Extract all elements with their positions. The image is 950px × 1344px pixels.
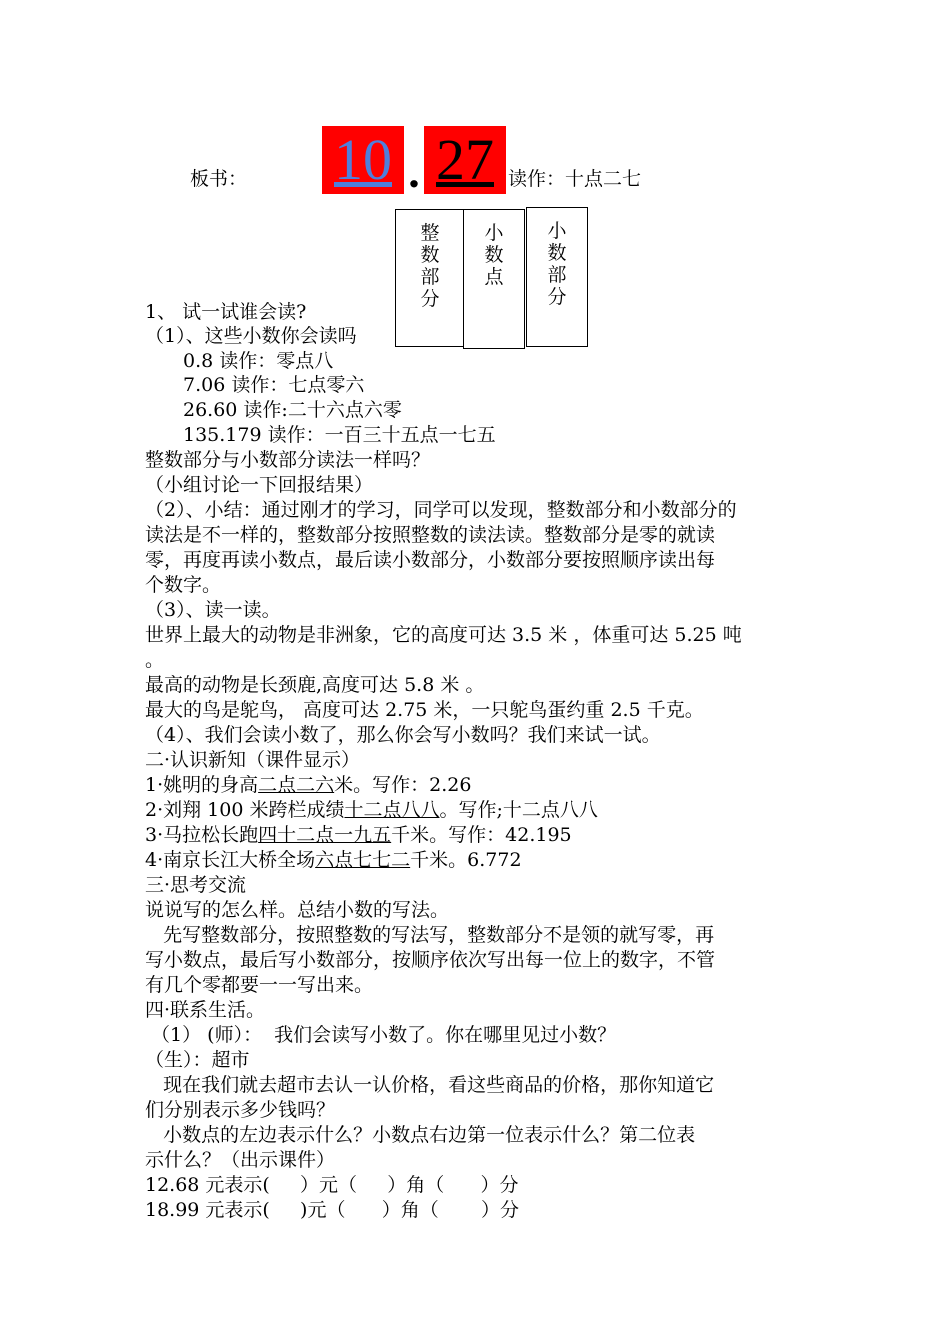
text-line: 有几个零都要一一写出来。 bbox=[145, 974, 374, 996]
text-line: （1）、这些小数你会读吗 bbox=[145, 325, 357, 347]
text-line: 最大的鸟是鸵鸟， 高度可达 2.75 米，一只鸵鸟蛋约重 2.5 千克。 bbox=[145, 699, 704, 721]
write-item: 2·刘翔 100 米跨栏成绩十二点八八。写作;十二点八八 bbox=[145, 799, 598, 821]
write-item: 4·南京长江大桥全场六点七七二千米。6.772 bbox=[145, 849, 522, 871]
box-char: 分 bbox=[420, 288, 440, 310]
box-char: 小 bbox=[484, 222, 504, 244]
box-char: 部 bbox=[420, 266, 440, 288]
fraction-part-box bbox=[526, 207, 588, 347]
text-line: 示什么？（出示课件） bbox=[145, 1149, 336, 1171]
write-item: 1·姚明的身高二点二六米。写作：2.26 bbox=[145, 774, 472, 796]
text-line: 二·认识新知（课件显示） bbox=[145, 749, 361, 771]
text-line: 0.8 读作：零点八 bbox=[183, 350, 334, 372]
text-line: 三·思考交流 bbox=[145, 874, 247, 896]
text-line: （2）、小结：通过刚才的学习，同学可以发现，整数部分和小数部分的 bbox=[145, 499, 737, 521]
text-line: 们分别表示多少钱吗？ bbox=[145, 1099, 336, 1121]
decimal-point: . bbox=[408, 146, 420, 197]
box-char: 整 bbox=[420, 222, 440, 244]
box-char: 分 bbox=[547, 286, 567, 308]
board-label: 板书： bbox=[190, 168, 248, 190]
text-line: 现在我们就去超市去认一认价格，看这些商品的价格，那你知道它 bbox=[145, 1074, 715, 1096]
text-line: （4）、我们会读小数了，那么你会写小数吗？我们来试一试。 bbox=[145, 724, 661, 746]
box-char: 数 bbox=[484, 244, 504, 266]
text-line: 写小数点，最后写小数部分，按顺序依次写出每一位上的数字，不管 bbox=[145, 949, 716, 971]
text-line: 说说写的怎么样。总结小数的写法。 bbox=[145, 899, 450, 921]
box-char: 部 bbox=[547, 264, 567, 286]
reading-text: 读作：十点二七 bbox=[508, 168, 642, 190]
integer-part-box bbox=[395, 209, 465, 347]
text-line: 四·联系生活。 bbox=[145, 999, 266, 1021]
text-line: 世界上最大的动物是非洲象，它的高度可达 3.5 米 ，体重可达 5.25 吨 bbox=[145, 624, 742, 646]
integer-part-label bbox=[396, 222, 464, 310]
text-line: 135.179 读作：一百三十五点一七五 bbox=[183, 424, 496, 446]
text-line: 1、 试一试谁会读? bbox=[145, 301, 307, 323]
text-line: 读法是不一样的，整数部分按照整数的读法读。整数部分是零的就读 bbox=[145, 524, 716, 546]
text-line: 整数部分与小数部分读法一样吗？ bbox=[145, 449, 431, 471]
text-line: （生）：超市 bbox=[145, 1049, 250, 1071]
write-item: 3·马拉松长跑四十二点一九五千米。写作：42.195 bbox=[145, 824, 572, 846]
text-line: （3）、读一读。 bbox=[145, 599, 281, 621]
text-line: （小组讨论一下回报结果） bbox=[145, 474, 374, 496]
text-line: 最高的动物是长颈鹿,高度可达 5.8 米 。 bbox=[145, 674, 485, 696]
text-line: 。 bbox=[145, 649, 165, 671]
text-line: 先写整数部分，按照整数的写法写，整数部分不是领的就写零，再 bbox=[145, 924, 715, 946]
decimal-point-label bbox=[464, 222, 524, 288]
text-line: 7.06 读作：七点零六 bbox=[183, 374, 365, 396]
text-line: （1） (师）： 我们会读写小数了。你在哪里见过小数？ bbox=[145, 1024, 617, 1046]
text-line: 个数字。 bbox=[145, 574, 222, 596]
integer-part-number: 10 bbox=[322, 126, 404, 194]
text-line: 零，再度再读小数点，最后读小数部分，小数部分要按照顺序读出每 bbox=[145, 549, 716, 571]
box-char: 数 bbox=[547, 242, 567, 264]
decimal-point-box bbox=[463, 209, 525, 349]
text-line: 26.60 读作:二十六点六零 bbox=[183, 399, 402, 421]
box-char: 数 bbox=[420, 244, 440, 266]
fraction-part-number: 27 bbox=[424, 126, 506, 194]
text-line: 12.68 元表示( ）元（ ）角（ ）分 bbox=[145, 1174, 519, 1196]
box-char: 小 bbox=[547, 220, 567, 242]
text-line: 18.99 元表示( )元（ ）角（ ）分 bbox=[145, 1199, 519, 1221]
text-line: 小数点的左边表示什么？小数点右边第一位表示什么？第二位表 bbox=[145, 1124, 696, 1146]
box-char: 点 bbox=[484, 266, 504, 288]
fraction-part-label bbox=[527, 220, 587, 308]
